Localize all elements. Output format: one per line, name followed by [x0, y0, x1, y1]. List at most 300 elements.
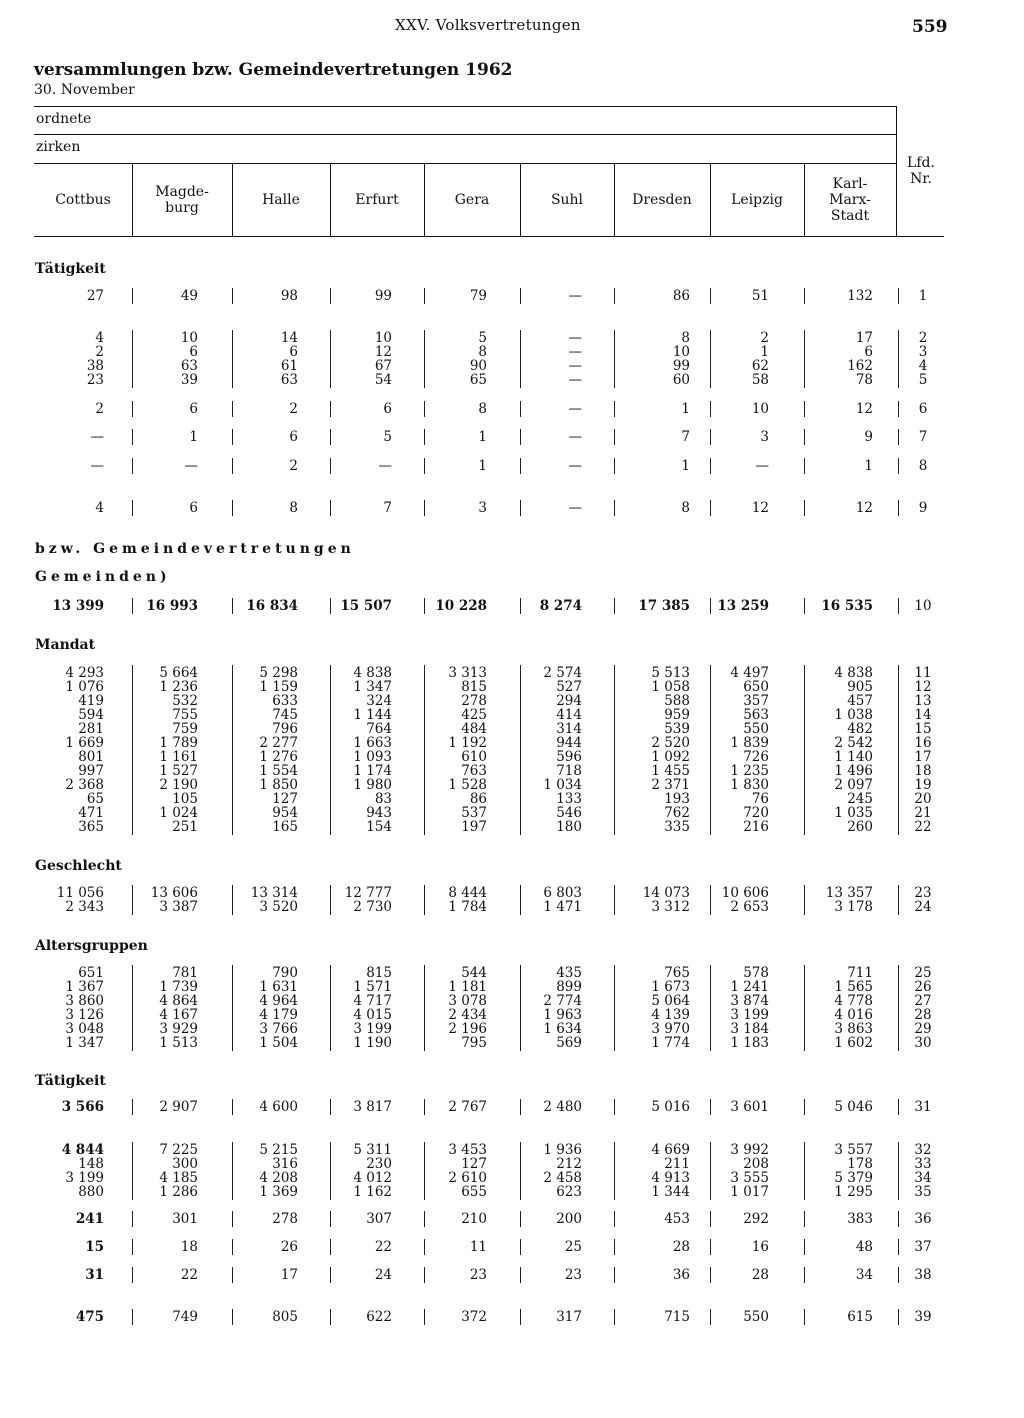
- table-cell: 1 631: [259, 979, 298, 995]
- table-cell: 133: [556, 791, 582, 807]
- table-cell: 10: [751, 401, 769, 417]
- table-cell: 208: [743, 1156, 769, 1172]
- row-number: 29: [914, 1021, 932, 1037]
- column-separator: [424, 401, 425, 417]
- column-header-5: Gera: [454, 192, 490, 208]
- column-separator: [132, 598, 133, 614]
- table-cell: 49: [180, 288, 198, 304]
- table-cell: 4 838: [834, 665, 873, 681]
- column-separator: [132, 885, 133, 915]
- column-separator: [132, 330, 133, 388]
- table-cell: 1 663: [353, 735, 392, 751]
- table-cell: 1 634: [543, 1021, 582, 1037]
- row-number: 35: [914, 1184, 932, 1200]
- column-separator: [232, 665, 233, 835]
- column-separator: [804, 500, 805, 516]
- table-cell: 22: [180, 1267, 198, 1283]
- column-separator: [330, 1142, 331, 1200]
- table-cell: 1 839: [730, 735, 769, 751]
- table-cell: 58: [751, 372, 769, 388]
- table-cell: 1 295: [834, 1184, 873, 1200]
- table-cell: 1: [681, 401, 690, 417]
- table-cell: 2: [760, 330, 769, 346]
- column-separator: [520, 1142, 521, 1200]
- table-cell: —: [568, 401, 582, 417]
- column-separator: [330, 1309, 331, 1325]
- table-cell: 2: [95, 401, 104, 417]
- table-cell: 26: [280, 1239, 298, 1255]
- table-cell: 2 480: [543, 1099, 582, 1115]
- column-separator: [132, 1267, 133, 1283]
- table-cell: 4 167: [159, 1007, 198, 1023]
- table-cell: 795: [461, 1035, 487, 1051]
- table-cell: 3 970: [651, 1021, 690, 1037]
- section-gemeinden: Gemeinden): [35, 569, 171, 585]
- column-separator: [614, 401, 615, 417]
- table-cell: 594: [78, 707, 104, 723]
- table-cell: 23: [469, 1267, 487, 1283]
- column-separator: [232, 1142, 233, 1200]
- lfd-nr-header: Lfd. Nr.: [907, 155, 935, 187]
- table-cell: 3 199: [730, 1007, 769, 1023]
- table-cell: —: [568, 458, 582, 474]
- table-cell: 11: [469, 1239, 487, 1255]
- section-taetigkeit-1: Tätigkeit: [35, 261, 106, 277]
- column-separator: [330, 598, 331, 614]
- table-cell: 435: [556, 965, 582, 981]
- table-cell: 4 139: [651, 1007, 690, 1023]
- column-separator: [804, 598, 805, 614]
- table-cell: 2 542: [834, 735, 873, 751]
- table-cell: 1 235: [730, 763, 769, 779]
- column-separator: [710, 1267, 711, 1283]
- column-separator: [232, 401, 233, 417]
- column-separator: [132, 500, 133, 516]
- column-header-9: Karl- Marx- Stadt: [829, 176, 871, 224]
- table-cell: 2 277: [259, 735, 298, 751]
- table-cell: 105: [172, 791, 198, 807]
- row-number: 1: [918, 288, 928, 304]
- table-cell: 6: [189, 344, 198, 360]
- row-number: 5: [918, 372, 928, 388]
- table-cell: 372: [461, 1309, 487, 1325]
- table-cell: 4 717: [353, 993, 392, 1009]
- table-cell: 16 535: [821, 598, 873, 614]
- table-cell: 10: [374, 330, 392, 346]
- table-cell: 588: [664, 693, 690, 709]
- row-number: 16: [914, 735, 932, 751]
- table-cell: 180: [556, 819, 582, 835]
- column-separator: [898, 885, 899, 915]
- table-cell: 65: [86, 791, 104, 807]
- column-separator: [804, 1211, 805, 1227]
- table-cell: 48: [855, 1239, 873, 1255]
- column-separator: [898, 1309, 899, 1325]
- table-cell: 23: [564, 1267, 582, 1283]
- column-separator: [424, 1267, 425, 1283]
- table-cell: 954: [272, 805, 298, 821]
- column-separator: [898, 429, 899, 445]
- column-separator: [520, 665, 521, 835]
- column-separator: [520, 1267, 521, 1283]
- table-cell: 5: [383, 429, 392, 445]
- section-gemeindevertretungen: bzw. Gemeindevertretungen: [35, 541, 355, 557]
- column-separator: [898, 1267, 899, 1283]
- band-label-lower: zirken: [36, 139, 81, 155]
- row-number: 6: [918, 401, 928, 417]
- column-separator: [330, 965, 331, 1051]
- table-cell: 943: [366, 805, 392, 821]
- table-cell: 60: [672, 372, 690, 388]
- column-separator: [330, 1267, 331, 1283]
- table-cell: 1: [189, 429, 198, 445]
- table-cell: 15 507: [340, 598, 392, 614]
- table-cell: 39: [180, 372, 198, 388]
- row-number: 11: [914, 665, 932, 681]
- column-separator: [424, 1142, 425, 1200]
- table-cell: 2 368: [65, 777, 104, 793]
- row-number: 24: [914, 899, 932, 915]
- table-cell: 4 964: [259, 993, 298, 1009]
- table-cell: —: [184, 458, 198, 474]
- column-separator: [424, 598, 425, 614]
- column-separator: [710, 1239, 711, 1255]
- table-cell: 1 190: [353, 1035, 392, 1051]
- table-cell: 1 673: [651, 979, 690, 995]
- table-cell: 8: [289, 500, 298, 516]
- column-separator: [330, 458, 331, 474]
- table-cell: 475: [75, 1309, 104, 1325]
- row-number: 22: [914, 819, 932, 835]
- column-separator: [132, 458, 133, 474]
- column-separator: [132, 401, 133, 417]
- table-cell: 718: [556, 763, 582, 779]
- table-cell: 457: [847, 693, 873, 709]
- table-cell: 3 601: [730, 1099, 769, 1115]
- table-cell: 527: [556, 679, 582, 695]
- table-cell: 3 766: [259, 1021, 298, 1037]
- table-cell: 1 739: [159, 979, 198, 995]
- row-number: 20: [914, 791, 932, 807]
- table-cell: 1 554: [259, 763, 298, 779]
- column-separator: [804, 885, 805, 915]
- table-cell: 357: [743, 693, 769, 709]
- column-header-divider: [804, 164, 805, 236]
- table-cell: 755: [172, 707, 198, 723]
- table-cell: 4 185: [159, 1170, 198, 1186]
- table-cell: 3 992: [730, 1142, 769, 1158]
- table-cell: 51: [751, 288, 769, 304]
- table-cell: 4 913: [651, 1170, 690, 1186]
- table-cell: 5 513: [651, 665, 690, 681]
- column-separator: [520, 429, 521, 445]
- table-cell: 1 181: [448, 979, 487, 995]
- column-separator: [710, 965, 711, 1051]
- row-number: 15: [914, 721, 932, 737]
- table-cell: 18: [180, 1239, 198, 1255]
- table-cell: 905: [847, 679, 873, 695]
- column-header-divider: [614, 164, 615, 236]
- column-separator: [132, 1211, 133, 1227]
- column-separator: [232, 885, 233, 915]
- table-cell: 1: [478, 429, 487, 445]
- table-cell: 1 850: [259, 777, 298, 793]
- column-separator: [614, 965, 615, 1051]
- row-number: 17: [914, 749, 932, 765]
- column-separator: [424, 1099, 425, 1115]
- column-separator: [898, 458, 899, 474]
- row-number: 34: [914, 1170, 932, 1186]
- column-separator: [520, 458, 521, 474]
- table-cell: 62: [751, 358, 769, 374]
- table-cell: 959: [664, 707, 690, 723]
- column-separator: [898, 665, 899, 835]
- table-cell: 3 453: [448, 1142, 487, 1158]
- column-separator: [132, 429, 133, 445]
- table-cell: 8: [478, 344, 487, 360]
- column-separator: [424, 500, 425, 516]
- table-cell: 1: [864, 458, 873, 474]
- row-number: 23: [914, 885, 932, 901]
- column-separator: [520, 598, 521, 614]
- column-separator: [330, 1099, 331, 1115]
- table-cell: 3 199: [353, 1021, 392, 1037]
- table-cell: 1 347: [353, 679, 392, 695]
- table-cell: —: [90, 429, 104, 445]
- table-cell: 1 936: [543, 1142, 582, 1158]
- row-number: 7: [918, 429, 928, 445]
- table-cell: 86: [672, 288, 690, 304]
- table-cell: 2 574: [543, 665, 582, 681]
- table-cell: 944: [556, 735, 582, 751]
- table-cell: 12: [855, 401, 873, 417]
- page-subtitle: 30. November: [34, 82, 135, 98]
- table-cell: 15: [85, 1239, 104, 1255]
- column-separator: [520, 1099, 521, 1115]
- column-header-6: Suhl: [550, 192, 584, 208]
- column-header-8: Leipzig: [731, 192, 783, 208]
- column-header-divider: [710, 164, 711, 236]
- table-cell: 3 078: [448, 993, 487, 1009]
- table-cell: 596: [556, 749, 582, 765]
- column-separator: [232, 500, 233, 516]
- table-cell: 5 311: [353, 1142, 392, 1158]
- table-cell: 5 664: [159, 665, 198, 681]
- table-cell: 1 286: [159, 1184, 198, 1200]
- table-cell: 17: [855, 330, 873, 346]
- column-separator: [614, 429, 615, 445]
- column-separator: [330, 665, 331, 835]
- table-cell: 539: [664, 721, 690, 737]
- row-number: 36: [914, 1211, 932, 1227]
- table-cell: —: [568, 500, 582, 516]
- table-cell: 241: [75, 1211, 104, 1227]
- table-cell: 763: [461, 763, 487, 779]
- column-separator: [804, 665, 805, 835]
- column-separator: [232, 458, 233, 474]
- table-cell: 1 471: [543, 899, 582, 915]
- table-cell: —: [568, 288, 582, 304]
- table-cell: 1 784: [448, 899, 487, 915]
- table-cell: 300: [172, 1156, 198, 1172]
- row-number: 28: [914, 1007, 932, 1023]
- table-cell: 622: [366, 1309, 392, 1325]
- column-separator: [520, 1211, 521, 1227]
- column-separator: [614, 1267, 615, 1283]
- table-cell: —: [568, 358, 582, 374]
- column-separator: [520, 885, 521, 915]
- table-cell: 63: [180, 358, 198, 374]
- table-cell: 2 458: [543, 1170, 582, 1186]
- column-separator: [424, 665, 425, 835]
- column-separator: [804, 1267, 805, 1283]
- table-cell: 13 259: [717, 598, 769, 614]
- column-separator: [898, 500, 899, 516]
- table-cell: 4 293: [65, 665, 104, 681]
- table-cell: 790: [272, 965, 298, 981]
- column-separator: [520, 1239, 521, 1255]
- column-separator: [132, 1142, 133, 1200]
- table-cell: 1 144: [353, 707, 392, 723]
- table-cell: 34: [855, 1267, 873, 1283]
- column-separator: [898, 965, 899, 1051]
- table-cell: 8 274: [539, 598, 582, 614]
- table-cell: 2 434: [448, 1007, 487, 1023]
- column-separator: [804, 1239, 805, 1255]
- table-cell: 4 864: [159, 993, 198, 1009]
- table-cell: 1 034: [543, 777, 582, 793]
- table-cell: 245: [847, 791, 873, 807]
- column-separator: [520, 288, 521, 304]
- table-cell: 1 017: [730, 1184, 769, 1200]
- table-cell: —: [568, 372, 582, 388]
- row-number: 38: [914, 1267, 932, 1283]
- table-cell: 127: [461, 1156, 487, 1172]
- table-cell: 765: [664, 965, 690, 981]
- table-cell: 711: [847, 965, 873, 981]
- table-cell: —: [568, 344, 582, 360]
- column-separator: [898, 1142, 899, 1200]
- column-separator: [614, 665, 615, 835]
- table-cell: 5 298: [259, 665, 298, 681]
- page-number: 559: [912, 17, 948, 37]
- table-cell: 484: [461, 721, 487, 737]
- table-cell: 3 874: [730, 993, 769, 1009]
- table-cell: 2 371: [651, 777, 690, 793]
- table-cell: 8: [681, 330, 690, 346]
- table-cell: 419: [78, 693, 104, 709]
- table-cell: 537: [461, 805, 487, 821]
- band-label-upper: ordnete: [36, 111, 92, 127]
- column-separator: [710, 1211, 711, 1227]
- table-cell: 1 236: [159, 679, 198, 695]
- table-cell: 10 606: [721, 885, 769, 901]
- table-cell: 4 497: [730, 665, 769, 681]
- table-cell: 127: [272, 791, 298, 807]
- column-separator: [898, 598, 899, 614]
- column-separator: [614, 330, 615, 388]
- column-separator: [520, 500, 521, 516]
- table-cell: 1 159: [259, 679, 298, 695]
- column-separator: [804, 288, 805, 304]
- column-separator: [232, 598, 233, 614]
- table-cell: 2: [289, 458, 298, 474]
- table-cell: 2 730: [353, 899, 392, 915]
- column-separator: [330, 500, 331, 516]
- column-separator: [710, 1099, 711, 1115]
- table-cell: 2 190: [159, 777, 198, 793]
- column-separator: [710, 288, 711, 304]
- table-cell: 3: [760, 429, 769, 445]
- table-cell: 1 092: [651, 749, 690, 765]
- table-cell: 216: [743, 819, 769, 835]
- table-cell: 3 860: [65, 993, 104, 1009]
- table-cell: 2 774: [543, 993, 582, 1009]
- table-cell: 762: [664, 805, 690, 821]
- table-cell: 471: [78, 805, 104, 821]
- rule-band1: [34, 134, 896, 135]
- column-header-divider: [132, 164, 133, 236]
- table-cell: 12: [855, 500, 873, 516]
- table-cell: 6: [189, 500, 198, 516]
- table-cell: 83: [374, 791, 392, 807]
- table-cell: 1: [478, 458, 487, 474]
- column-separator: [614, 1211, 615, 1227]
- table-cell: 301: [172, 1211, 198, 1227]
- column-separator: [614, 1099, 615, 1115]
- table-cell: 650: [743, 679, 769, 695]
- column-separator: [132, 665, 133, 835]
- table-cell: 815: [461, 679, 487, 695]
- row-number: 21: [914, 805, 932, 821]
- table-cell: 16: [751, 1239, 769, 1255]
- table-cell: 482: [847, 721, 873, 737]
- table-cell: 36: [672, 1267, 690, 1283]
- table-cell: 899: [556, 979, 582, 995]
- table-cell: 260: [847, 819, 873, 835]
- table-cell: —: [755, 458, 769, 474]
- column-separator: [804, 1309, 805, 1325]
- table-cell: 1 496: [834, 763, 873, 779]
- table-cell: 6 803: [543, 885, 582, 901]
- table-cell: 98: [280, 288, 298, 304]
- column-separator: [132, 1099, 133, 1115]
- table-cell: 1 527: [159, 763, 198, 779]
- column-separator: [330, 330, 331, 388]
- table-cell: 550: [743, 1309, 769, 1325]
- table-cell: 23: [86, 372, 104, 388]
- table-cell: 4 016: [834, 1007, 873, 1023]
- column-separator: [710, 429, 711, 445]
- table-cell: 200: [556, 1211, 582, 1227]
- column-separator: [804, 1142, 805, 1200]
- table-cell: 27: [86, 288, 104, 304]
- row-number: 33: [914, 1156, 932, 1172]
- table-cell: 7 225: [159, 1142, 198, 1158]
- column-separator: [710, 1309, 711, 1325]
- column-separator: [614, 458, 615, 474]
- table-cell: 3 557: [834, 1142, 873, 1158]
- column-separator: [614, 885, 615, 915]
- table-cell: 324: [366, 693, 392, 709]
- column-separator: [330, 288, 331, 304]
- table-cell: 2 610: [448, 1170, 487, 1186]
- table-cell: 10: [180, 330, 198, 346]
- section-geschlecht: Geschlecht: [35, 858, 122, 874]
- table-cell: 997: [78, 763, 104, 779]
- table-cell: 10 228: [435, 598, 487, 614]
- table-cell: 54: [374, 372, 392, 388]
